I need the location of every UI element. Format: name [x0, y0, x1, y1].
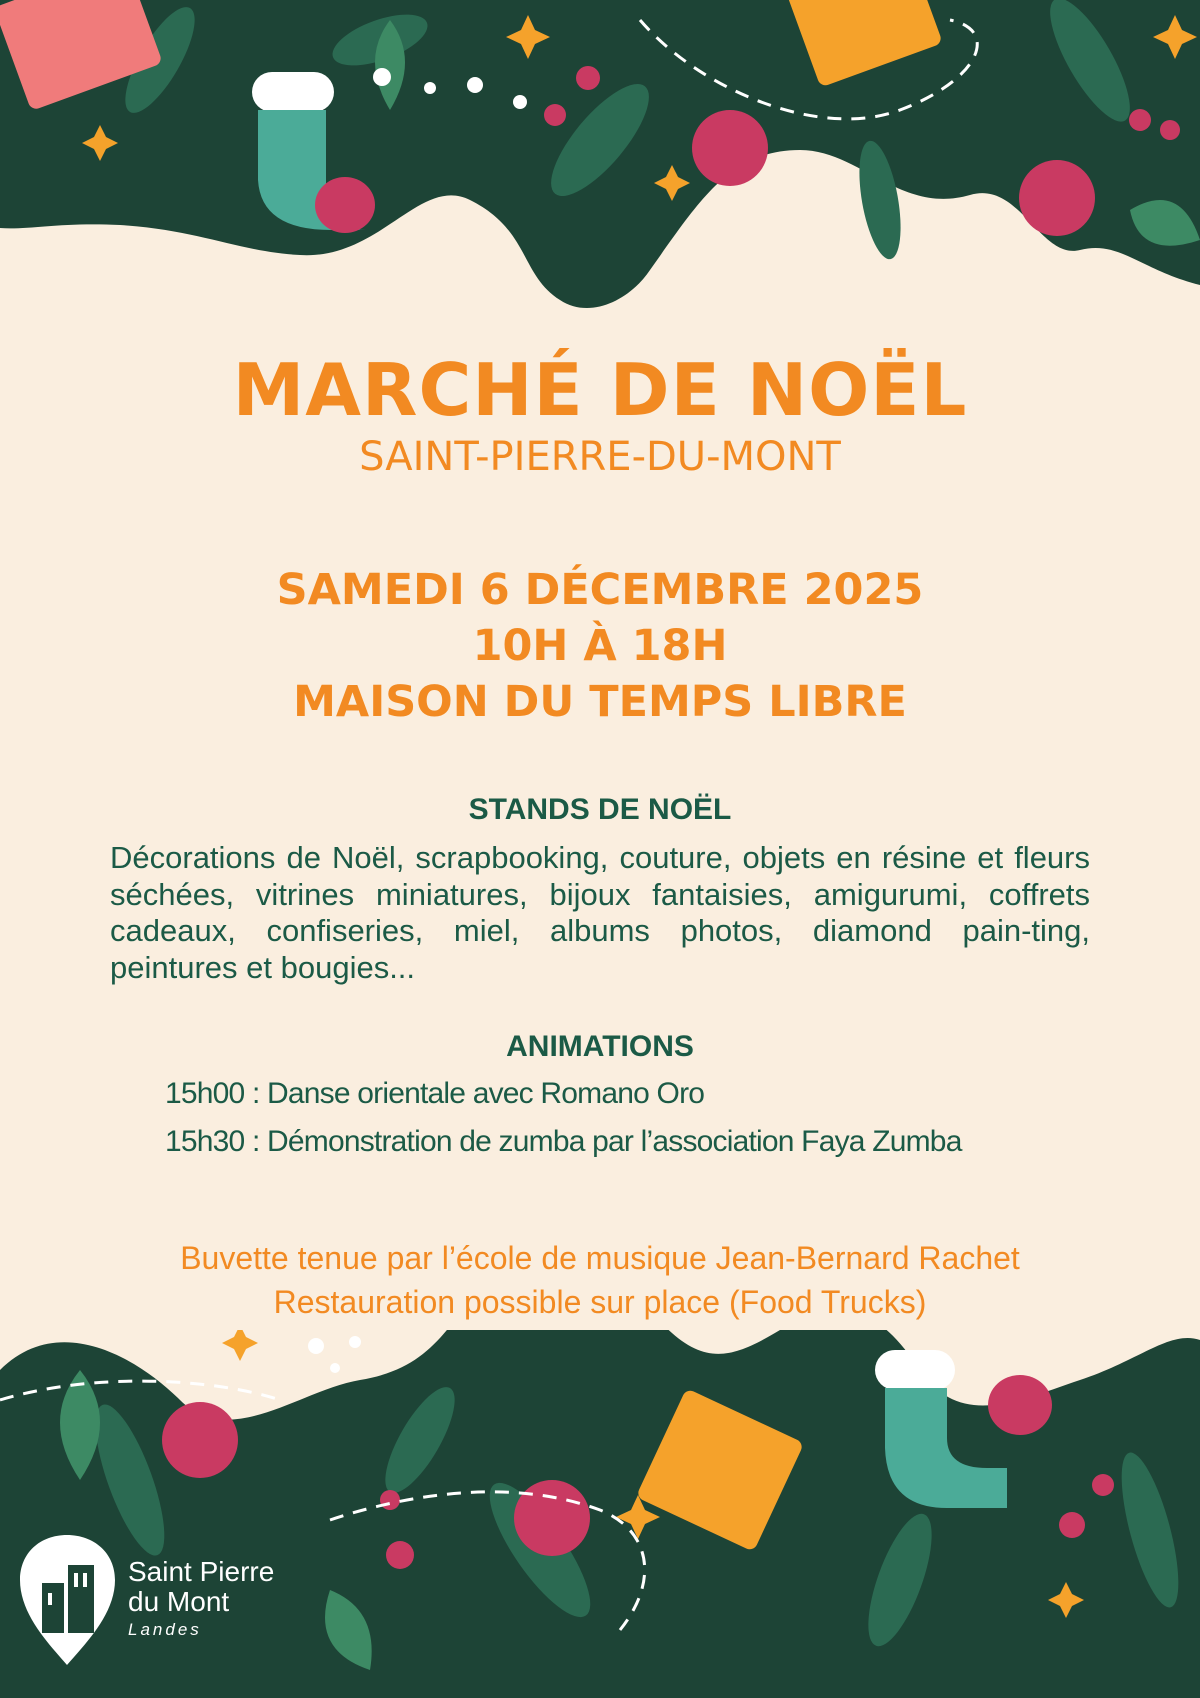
practical-info — [0, 1236, 1200, 1324]
page-title: MARCHÉ DE NOËL — [232, 348, 968, 432]
logo-name: du Mont — [128, 1586, 230, 1617]
page-subtitle: SAINT-PIERRE-DU-MONT — [359, 434, 841, 480]
top-decoration — [0, 0, 1200, 330]
logo-text — [128, 1557, 274, 1640]
animation-item: 15h30 : Démonstration de zumba par l’association Faya Zumba — [165, 1125, 962, 1158]
restauration-info: Restauration possible sur place (Food Trucks) — [273, 1284, 927, 1320]
city-logo — [20, 1535, 310, 1665]
stands-heading: STANDS DE NOËL — [468, 793, 732, 826]
stands-description: Décorations de Noël, scrapbooking, couture, objets en résine et fleurs séchées, vitrines miniatures, bijoux fantaisies, amigurumi, coffrets cadeaux, confiseries, miel, albums photos, diamond pain-ting, peintures et bougies... — [110, 840, 1090, 985]
buvette-info: Buvette tenue par l’école de musique Jean-Bernard Rachet — [180, 1240, 1020, 1276]
event-date: SAMEDI 6 DÉCEMBRE 2025 — [276, 565, 924, 615]
event-details — [0, 562, 1200, 730]
event-venue: MAISON DU TEMPS LIBRE — [293, 677, 907, 727]
building-logo-icon — [20, 1535, 115, 1665]
animations-heading: ANIMATIONS — [506, 1030, 694, 1063]
event-hours: 10H À 18H — [472, 621, 728, 671]
logo-name: Saint Pierre — [128, 1556, 275, 1587]
animation-item: 15h00 : Danse orientale avec Romano Oro — [165, 1077, 705, 1110]
logo-region: Landes — [128, 1620, 202, 1639]
